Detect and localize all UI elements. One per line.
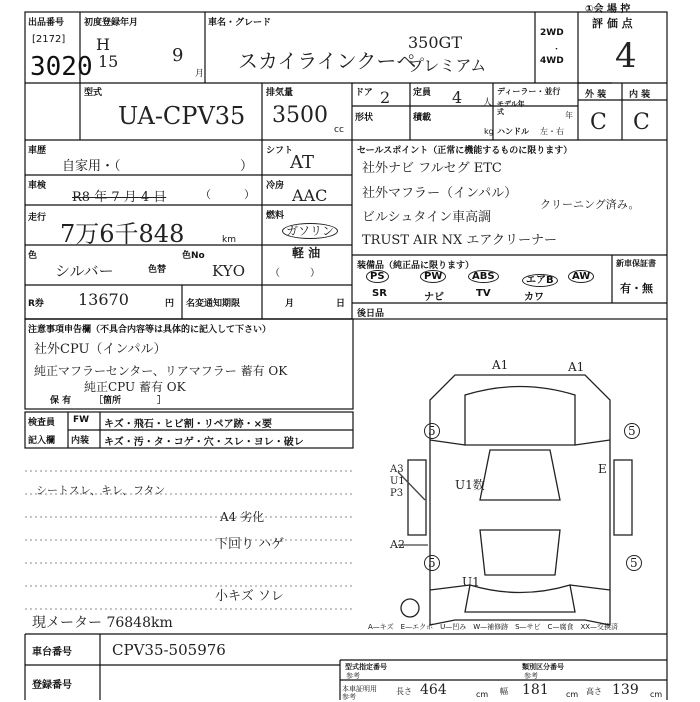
shift-label: シフト: [266, 146, 294, 156]
model-label: 型式: [84, 88, 103, 98]
first-reg-month: 9: [172, 45, 184, 66]
inspector-row2: キズ・汚・タ・コゲ・穴・スレ・ヨレ・破レ: [104, 437, 304, 448]
color-code: KYO: [212, 262, 246, 280]
diagram-five-tl: 5: [424, 424, 440, 438]
history-value: 自家用・（: [62, 159, 121, 174]
car-grade-1: 350GT: [408, 33, 462, 52]
capacity-label: 定員: [413, 88, 432, 98]
mileage-label: 走行: [28, 213, 47, 223]
copy-label: ①会 場 控: [585, 4, 631, 15]
dealer-label: ディーラー・並行: [497, 87, 561, 96]
equip-navi: ナビ: [424, 292, 444, 303]
color-change-label: 色替: [148, 265, 167, 275]
equipment-label: 装備品（純正品に限ります）: [357, 261, 475, 271]
car-grade-2: プレミアム: [408, 56, 487, 75]
height-value: 139: [612, 682, 639, 698]
remark-2: A4 劣化: [220, 510, 265, 524]
equip-pw: PW: [420, 271, 446, 282]
model-year-label: モデル年式: [497, 100, 525, 116]
length-unit: cm: [476, 690, 489, 699]
color-label: 色: [28, 251, 38, 261]
width-unit: cm: [566, 690, 579, 699]
diagram-u1-bottom: U1: [462, 575, 480, 589]
inspector-interior: 内装: [71, 436, 90, 446]
equip-tv: TV: [476, 288, 491, 299]
category-label: 類別区分番号: [522, 663, 564, 671]
drive-4wd: 4WD: [540, 56, 564, 66]
inspection-value: R8 年 7 月 4 日: [72, 190, 167, 205]
car-name-value: スカイラインクーペ: [238, 49, 417, 73]
diagram-a3: A3: [390, 464, 404, 475]
car-diagram-outline: [398, 375, 632, 625]
first-reg-label: 初度登録年月: [84, 18, 139, 28]
shape-label: 形状: [355, 113, 374, 123]
caution-line-3: 純正CPU 蓄有 OK: [84, 380, 186, 394]
sales-point-side: クリーニング済み。: [540, 198, 640, 211]
first-reg-year: 15: [98, 52, 119, 71]
remark-1: シートスレ、キレ、フタン: [36, 484, 166, 497]
fuel-diesel: 軽 油: [292, 246, 321, 260]
diagram-u-count: U1数: [455, 478, 485, 492]
sales-point-2: 社外マフラー（インパル）: [362, 186, 518, 201]
exterior-label: 外 装: [585, 90, 607, 100]
score-label: 評 価 点: [592, 17, 633, 30]
doors-value: 2: [380, 88, 391, 107]
sales-point-4: TRUST AIR NX エアクリーナー: [362, 233, 557, 248]
color-value: シルバー: [55, 262, 114, 280]
color-code-label: 色No: [182, 251, 205, 261]
certified-label: 本車証明用: [342, 685, 377, 693]
diagram-five-tr: 5: [624, 424, 640, 438]
car-name-label: 車名・グレード: [208, 18, 272, 28]
sales-point-1: 社外ナビ フルセグ ETC: [362, 161, 502, 176]
exterior-grade: C: [590, 110, 607, 135]
ref-label: 参考: [346, 672, 360, 680]
height-unit: cm: [650, 690, 663, 699]
equip-ps: PS: [366, 271, 389, 282]
diagram-legend: A—キズ E—エクボ U—凹み W—補修跡 S—サビ C—腐食 XX—交換済: [368, 623, 619, 631]
inspector-label: 検査員: [28, 418, 56, 428]
diagram-p3: P3: [390, 488, 404, 499]
equip-sr: SR: [372, 288, 387, 299]
chassis-value: CPV35-505976: [112, 641, 226, 659]
first-reg-era: H: [96, 35, 110, 54]
warranty-value: 有・無: [620, 282, 653, 295]
equip-abs: ABS: [468, 271, 499, 282]
fuel-paren: （ ）: [270, 268, 320, 279]
doors-label: ドア: [355, 88, 373, 98]
length-label: 長さ: [396, 687, 412, 696]
aircon-value: AAC: [292, 186, 328, 205]
handle-label: ハンドル: [497, 127, 529, 136]
mileage-value: 7万6千848: [60, 220, 185, 248]
width-label: 幅: [500, 687, 508, 696]
notice-label: 名変通知期限: [186, 299, 241, 309]
height-label: 高さ: [586, 687, 602, 696]
lot-label: 出品番号: [28, 18, 65, 28]
diagram-e: E: [598, 462, 607, 476]
inspector-row1: キズ・飛石・ヒビ割・リペア跡・×要: [104, 419, 272, 430]
diagram-a2: A2: [390, 538, 405, 551]
model-year-unit: 年: [565, 111, 573, 120]
certified-ref: 参考: [342, 693, 356, 701]
load-unit: kg: [484, 127, 494, 136]
handle-options: 左・右: [540, 127, 564, 136]
recycle-value: 13670: [78, 290, 129, 309]
displacement-value: 3500: [272, 103, 328, 128]
shift-value: AT: [290, 152, 315, 173]
fuel-label: 燃料: [266, 211, 285, 221]
caution-label: 注意事項申告欄（不具合内容等は具体的に記入して下さい）: [28, 325, 272, 335]
interior-label: 内 装: [629, 90, 651, 100]
inspector-fw: FW: [73, 415, 90, 425]
equip-airbag: エアB: [522, 271, 558, 286]
remark-4: 小キズ ソレ: [215, 589, 284, 604]
history-close: ）: [240, 159, 254, 174]
remark-meter: 現メーター 76848km: [32, 615, 173, 631]
capacity-unit: 人: [483, 98, 493, 108]
equip-leather: カワ: [524, 292, 544, 303]
first-reg-month-unit: 月: [195, 69, 205, 79]
recycle-unit: 円: [165, 299, 175, 309]
lot-number: 3020: [30, 52, 93, 82]
cert-label: 保 有: [50, 396, 72, 406]
equip-aw: AW: [568, 271, 594, 282]
notice-month: 月: [285, 299, 295, 309]
displacement-label: 排気量: [266, 88, 294, 98]
mileage-unit: km: [222, 235, 236, 245]
history-label: 車歴: [28, 146, 47, 156]
cert-paren: ［箇所 ］: [94, 396, 167, 406]
drive-dot: ・: [552, 45, 562, 55]
sales-points-label: セールスポイント（正常に機能するものに限ります）: [357, 146, 573, 156]
aircon-label: 冷房: [266, 181, 285, 191]
lot-code: [2172]: [32, 34, 66, 45]
load-label: 積載: [413, 113, 432, 123]
caution-line-2: 純正マフラーセンター、リアマフラー 蓄有 OK: [34, 364, 288, 378]
displacement-unit: cc: [334, 125, 344, 135]
delivery-label: 後日品: [357, 309, 385, 319]
chassis-label: 車台番号: [32, 647, 72, 658]
diagram-u1: U1: [390, 476, 405, 487]
notice-day: 日: [336, 299, 346, 309]
diagram-a1-left: A1: [492, 358, 509, 372]
inspection-label: 車検: [28, 181, 47, 191]
ref-label-2: 参考: [524, 672, 538, 680]
length-value: 464: [420, 682, 447, 698]
drive-2wd: 2WD: [540, 28, 564, 38]
sales-point-3: ビルシュタイン車高調: [362, 210, 492, 225]
reg-label: 登録番号: [32, 680, 72, 691]
warranty-label: 新車保証書: [616, 259, 656, 268]
diagram-a1-right: A1: [568, 360, 585, 374]
capacity-value: 4: [452, 88, 463, 107]
model-value: UA-CPV35: [118, 102, 246, 130]
width-value: 181: [522, 682, 549, 698]
type-label: 型式指定番号: [345, 663, 387, 671]
score-value: 4: [615, 36, 637, 76]
inspection-paren: （ ）: [200, 188, 255, 201]
inspector-entry-label: 記入欄: [28, 436, 56, 446]
diagram-five-bl: 5: [424, 556, 440, 570]
recycle-label: R券: [28, 299, 44, 309]
interior-grade: C: [633, 110, 650, 135]
diagram-five-br: 5: [626, 556, 642, 570]
remark-3: 下回り ハゲ: [215, 537, 285, 552]
fuel-gasoline: ガソリン: [282, 222, 338, 239]
caution-line-1: 社外CPU（インパル）: [34, 342, 167, 357]
